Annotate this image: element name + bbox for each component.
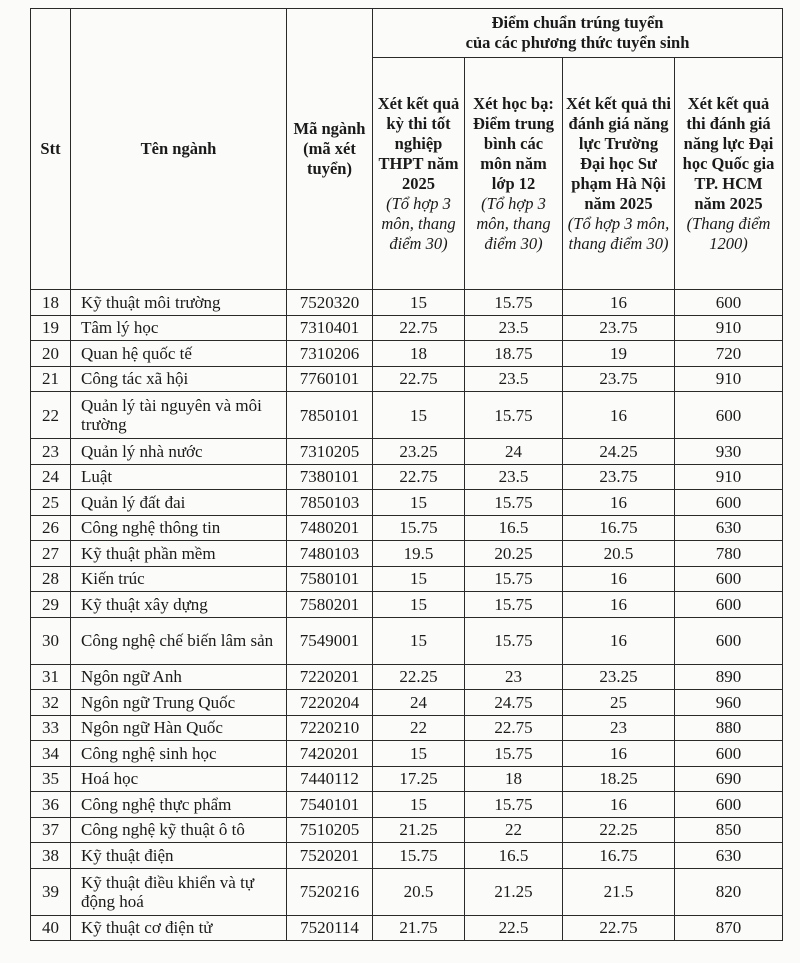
method-title: Xét kết quả thi đánh giá năng lực Đại học Quốc gia TP. HCM năm 2025 xyxy=(682,93,775,213)
row-major-name: Quan hệ quốc tế xyxy=(71,341,287,367)
table-row xyxy=(31,315,783,341)
header-major-code: Mã ngành (mã xét tuyển) xyxy=(287,9,373,290)
table-row xyxy=(31,366,783,392)
row-major-name: Công nghệ chế biến lâm sản xyxy=(71,617,287,664)
row-score-hocba: 15.75 xyxy=(465,792,563,818)
row-score-dgnl-sp: 16 xyxy=(563,592,675,618)
method-note: (Tổ hợp 3 môn, thang điểm 30) xyxy=(476,193,551,253)
row-major-name: Quản lý tài nguyên và môi trường xyxy=(71,392,287,439)
row-stt: 30 xyxy=(31,617,71,664)
row-score-hocba: 22.5 xyxy=(465,915,563,941)
method-title: Xét kết quả thi đánh giá năng lực Trường Đại học Sư phạm Hà Nội năm 2025 xyxy=(566,93,671,213)
row-stt: 27 xyxy=(31,541,71,567)
row-major-code: 7310205 xyxy=(287,439,373,465)
row-major-name: Quản lý nhà nước xyxy=(71,439,287,465)
table-row xyxy=(31,741,783,767)
row-score-thpt: 15 xyxy=(373,490,465,516)
row-score-dgnl-hcm: 910 xyxy=(675,315,783,341)
row-stt: 18 xyxy=(31,290,71,316)
row-score-dgnl-sp: 16.75 xyxy=(563,843,675,869)
header-stt: Stt xyxy=(31,9,71,290)
row-stt: 23 xyxy=(31,439,71,465)
row-score-hocba: 20.25 xyxy=(465,541,563,567)
method-title: Xét học bạ: Điểm trung bình các môn năm lớp 12 xyxy=(472,93,555,193)
table-row xyxy=(31,290,783,316)
row-score-thpt: 21.25 xyxy=(373,817,465,843)
row-score-dgnl-hcm: 910 xyxy=(675,366,783,392)
row-major-code: 7220210 xyxy=(287,715,373,741)
row-score-thpt: 18 xyxy=(373,341,465,367)
row-score-dgnl-sp: 24.25 xyxy=(563,439,675,465)
method-title: Xét kết quả kỳ thi tốt nghiệp THPT năm 2025 xyxy=(377,93,460,193)
row-stt: 24 xyxy=(31,464,71,490)
header-score-group-line2: của các phương thức tuyển sinh xyxy=(465,33,690,52)
table-row xyxy=(31,792,783,818)
row-score-hocba: 15.75 xyxy=(465,566,563,592)
row-stt: 36 xyxy=(31,792,71,818)
header-method-hocba xyxy=(465,58,563,290)
row-score-dgnl-hcm: 600 xyxy=(675,566,783,592)
row-score-thpt: 15 xyxy=(373,792,465,818)
row-score-dgnl-sp: 20.5 xyxy=(563,541,675,567)
header-major-name: Tên ngành xyxy=(71,9,287,290)
row-score-dgnl-sp: 16 xyxy=(563,792,675,818)
row-major-name: Kỹ thuật xây dựng xyxy=(71,592,287,618)
row-major-code: 7310206 xyxy=(287,341,373,367)
row-score-dgnl-sp: 23.75 xyxy=(563,315,675,341)
row-score-hocba: 21.25 xyxy=(465,868,563,915)
row-score-hocba: 15.75 xyxy=(465,392,563,439)
row-major-name: Kỹ thuật điều khiển và tự động hoá xyxy=(71,868,287,915)
row-score-thpt: 15 xyxy=(373,741,465,767)
row-score-dgnl-hcm: 600 xyxy=(675,792,783,818)
row-major-name: Công tác xã hội xyxy=(71,366,287,392)
row-score-dgnl-hcm: 850 xyxy=(675,817,783,843)
row-score-dgnl-hcm: 600 xyxy=(675,392,783,439)
row-score-dgnl-hcm: 890 xyxy=(675,664,783,690)
row-major-code: 7540101 xyxy=(287,792,373,818)
row-score-dgnl-sp: 22.25 xyxy=(563,817,675,843)
row-score-hocba: 16.5 xyxy=(465,515,563,541)
row-major-name: Kỹ thuật điện xyxy=(71,843,287,869)
row-major-name: Kỹ thuật phần mềm xyxy=(71,541,287,567)
row-score-hocba: 15.75 xyxy=(465,290,563,316)
row-score-dgnl-hcm: 630 xyxy=(675,515,783,541)
row-major-code: 7760101 xyxy=(287,366,373,392)
row-score-dgnl-hcm: 720 xyxy=(675,341,783,367)
row-score-hocba: 15.75 xyxy=(465,490,563,516)
row-stt: 21 xyxy=(31,366,71,392)
row-major-code: 7380101 xyxy=(287,464,373,490)
table-row xyxy=(31,664,783,690)
row-major-name: Công nghệ thực phẩm xyxy=(71,792,287,818)
row-major-code: 7520216 xyxy=(287,868,373,915)
row-major-code: 7520114 xyxy=(287,915,373,941)
row-score-dgnl-sp: 25 xyxy=(563,690,675,716)
table-row xyxy=(31,341,783,367)
row-major-code: 7480201 xyxy=(287,515,373,541)
row-score-dgnl-sp: 16 xyxy=(563,617,675,664)
row-score-dgnl-hcm: 880 xyxy=(675,715,783,741)
row-stt: 22 xyxy=(31,392,71,439)
row-score-thpt: 23.25 xyxy=(373,439,465,465)
row-major-name: Kỹ thuật cơ điện tử xyxy=(71,915,287,941)
row-score-dgnl-hcm: 690 xyxy=(675,766,783,792)
row-score-dgnl-sp: 16 xyxy=(563,566,675,592)
row-score-thpt: 20.5 xyxy=(373,868,465,915)
row-score-dgnl-hcm: 600 xyxy=(675,490,783,516)
row-major-name: Tâm lý học xyxy=(71,315,287,341)
row-stt: 31 xyxy=(31,664,71,690)
row-score-dgnl-sp: 21.5 xyxy=(563,868,675,915)
row-major-code: 7480103 xyxy=(287,541,373,567)
header-method-dgnl-sp xyxy=(563,58,675,290)
row-score-dgnl-sp: 16 xyxy=(563,741,675,767)
row-score-dgnl-sp: 16 xyxy=(563,290,675,316)
row-score-dgnl-hcm: 930 xyxy=(675,439,783,465)
table-row xyxy=(31,566,783,592)
row-score-thpt: 15 xyxy=(373,392,465,439)
row-score-thpt: 22.75 xyxy=(373,315,465,341)
row-score-dgnl-hcm: 600 xyxy=(675,592,783,618)
row-stt: 34 xyxy=(31,741,71,767)
table-row xyxy=(31,464,783,490)
row-stt: 35 xyxy=(31,766,71,792)
row-major-name: Công nghệ sinh học xyxy=(71,741,287,767)
row-major-code: 7549001 xyxy=(287,617,373,664)
row-score-dgnl-sp: 22.75 xyxy=(563,915,675,941)
row-score-hocba: 15.75 xyxy=(465,617,563,664)
row-major-code: 7310401 xyxy=(287,315,373,341)
row-score-thpt: 17.25 xyxy=(373,766,465,792)
table-body xyxy=(31,290,783,941)
row-score-thpt: 22.25 xyxy=(373,664,465,690)
row-score-dgnl-hcm: 600 xyxy=(675,290,783,316)
row-stt: 39 xyxy=(31,868,71,915)
row-score-thpt: 22.75 xyxy=(373,366,465,392)
row-stt: 40 xyxy=(31,915,71,941)
row-major-name: Kiến trúc xyxy=(71,566,287,592)
table-row xyxy=(31,617,783,664)
row-major-code: 7440112 xyxy=(287,766,373,792)
table-row xyxy=(31,690,783,716)
row-score-hocba: 15.75 xyxy=(465,592,563,618)
row-major-name: Kỹ thuật môi trường xyxy=(71,290,287,316)
table-row xyxy=(31,915,783,941)
row-score-dgnl-hcm: 780 xyxy=(675,541,783,567)
row-score-dgnl-sp: 23 xyxy=(563,715,675,741)
row-score-dgnl-hcm: 820 xyxy=(675,868,783,915)
row-score-dgnl-hcm: 910 xyxy=(675,464,783,490)
row-score-dgnl-hcm: 630 xyxy=(675,843,783,869)
row-stt: 29 xyxy=(31,592,71,618)
row-major-name: Công nghệ thông tin xyxy=(71,515,287,541)
row-score-hocba: 18 xyxy=(465,766,563,792)
row-score-hocba: 24 xyxy=(465,439,563,465)
row-stt: 28 xyxy=(31,566,71,592)
row-score-thpt: 19.5 xyxy=(373,541,465,567)
table-row xyxy=(31,766,783,792)
row-score-hocba: 16.5 xyxy=(465,843,563,869)
row-score-thpt: 22.75 xyxy=(373,464,465,490)
table-row xyxy=(31,868,783,915)
row-score-hocba: 18.75 xyxy=(465,341,563,367)
row-major-name: Ngôn ngữ Hàn Quốc xyxy=(71,715,287,741)
table-row xyxy=(31,541,783,567)
row-score-dgnl-hcm: 600 xyxy=(675,617,783,664)
row-score-hocba: 23.5 xyxy=(465,366,563,392)
row-score-dgnl-hcm: 870 xyxy=(675,915,783,941)
table-row xyxy=(31,592,783,618)
table-row xyxy=(31,392,783,439)
row-score-dgnl-sp: 16.75 xyxy=(563,515,675,541)
method-note: (Thang điểm 1200) xyxy=(686,213,771,253)
row-score-thpt: 15.75 xyxy=(373,843,465,869)
row-score-hocba: 15.75 xyxy=(465,741,563,767)
row-score-dgnl-sp: 23.25 xyxy=(563,664,675,690)
row-major-code: 7420201 xyxy=(287,741,373,767)
row-major-code: 7580101 xyxy=(287,566,373,592)
table-row xyxy=(31,843,783,869)
row-score-thpt: 15 xyxy=(373,617,465,664)
row-score-thpt: 24 xyxy=(373,690,465,716)
row-stt: 38 xyxy=(31,843,71,869)
row-major-code: 7580201 xyxy=(287,592,373,618)
row-major-name: Ngôn ngữ Anh xyxy=(71,664,287,690)
row-score-hocba: 23.5 xyxy=(465,464,563,490)
table-row xyxy=(31,439,783,465)
header-score-group-line1: Điểm chuẩn trúng tuyển xyxy=(491,13,664,32)
row-stt: 20 xyxy=(31,341,71,367)
row-major-code: 7510205 xyxy=(287,817,373,843)
table-row xyxy=(31,490,783,516)
row-major-name: Ngôn ngữ Trung Quốc xyxy=(71,690,287,716)
table-row xyxy=(31,515,783,541)
row-major-code: 7220204 xyxy=(287,690,373,716)
row-stt: 19 xyxy=(31,315,71,341)
row-score-dgnl-sp: 23.75 xyxy=(563,366,675,392)
row-major-name: Quản lý đất đai xyxy=(71,490,287,516)
row-major-code: 7850101 xyxy=(287,392,373,439)
row-stt: 37 xyxy=(31,817,71,843)
header-score-group xyxy=(373,9,783,58)
row-stt: 25 xyxy=(31,490,71,516)
row-score-dgnl-sp: 23.75 xyxy=(563,464,675,490)
admission-score-table xyxy=(30,8,783,941)
method-note: (Tổ hợp 3 môn, thang điểm 30) xyxy=(381,193,456,253)
row-score-dgnl-sp: 18.25 xyxy=(563,766,675,792)
row-major-code: 7520320 xyxy=(287,290,373,316)
row-score-dgnl-sp: 19 xyxy=(563,341,675,367)
row-score-thpt: 22 xyxy=(373,715,465,741)
row-major-code: 7220201 xyxy=(287,664,373,690)
row-major-name: Hoá học xyxy=(71,766,287,792)
row-major-name: Công nghệ kỹ thuật ô tô xyxy=(71,817,287,843)
row-score-hocba: 23.5 xyxy=(465,315,563,341)
method-note: (Tổ hợp 3 môn, thang điểm 30) xyxy=(567,213,670,253)
row-score-dgnl-hcm: 600 xyxy=(675,741,783,767)
row-major-code: 7520201 xyxy=(287,843,373,869)
header-method-thpt xyxy=(373,58,465,290)
row-score-thpt: 15 xyxy=(373,592,465,618)
row-score-hocba: 24.75 xyxy=(465,690,563,716)
row-score-thpt: 21.75 xyxy=(373,915,465,941)
row-score-dgnl-hcm: 960 xyxy=(675,690,783,716)
row-stt: 26 xyxy=(31,515,71,541)
row-score-thpt: 15.75 xyxy=(373,515,465,541)
row-score-dgnl-sp: 16 xyxy=(563,490,675,516)
row-score-hocba: 22 xyxy=(465,817,563,843)
row-major-name: Luật xyxy=(71,464,287,490)
header-method-dgnl-hcm xyxy=(675,58,783,290)
row-stt: 33 xyxy=(31,715,71,741)
row-stt: 32 xyxy=(31,690,71,716)
table-row xyxy=(31,817,783,843)
table-row xyxy=(31,715,783,741)
row-score-thpt: 15 xyxy=(373,290,465,316)
row-score-thpt: 15 xyxy=(373,566,465,592)
row-score-dgnl-sp: 16 xyxy=(563,392,675,439)
row-score-hocba: 22.75 xyxy=(465,715,563,741)
row-major-code: 7850103 xyxy=(287,490,373,516)
row-score-hocba: 23 xyxy=(465,664,563,690)
